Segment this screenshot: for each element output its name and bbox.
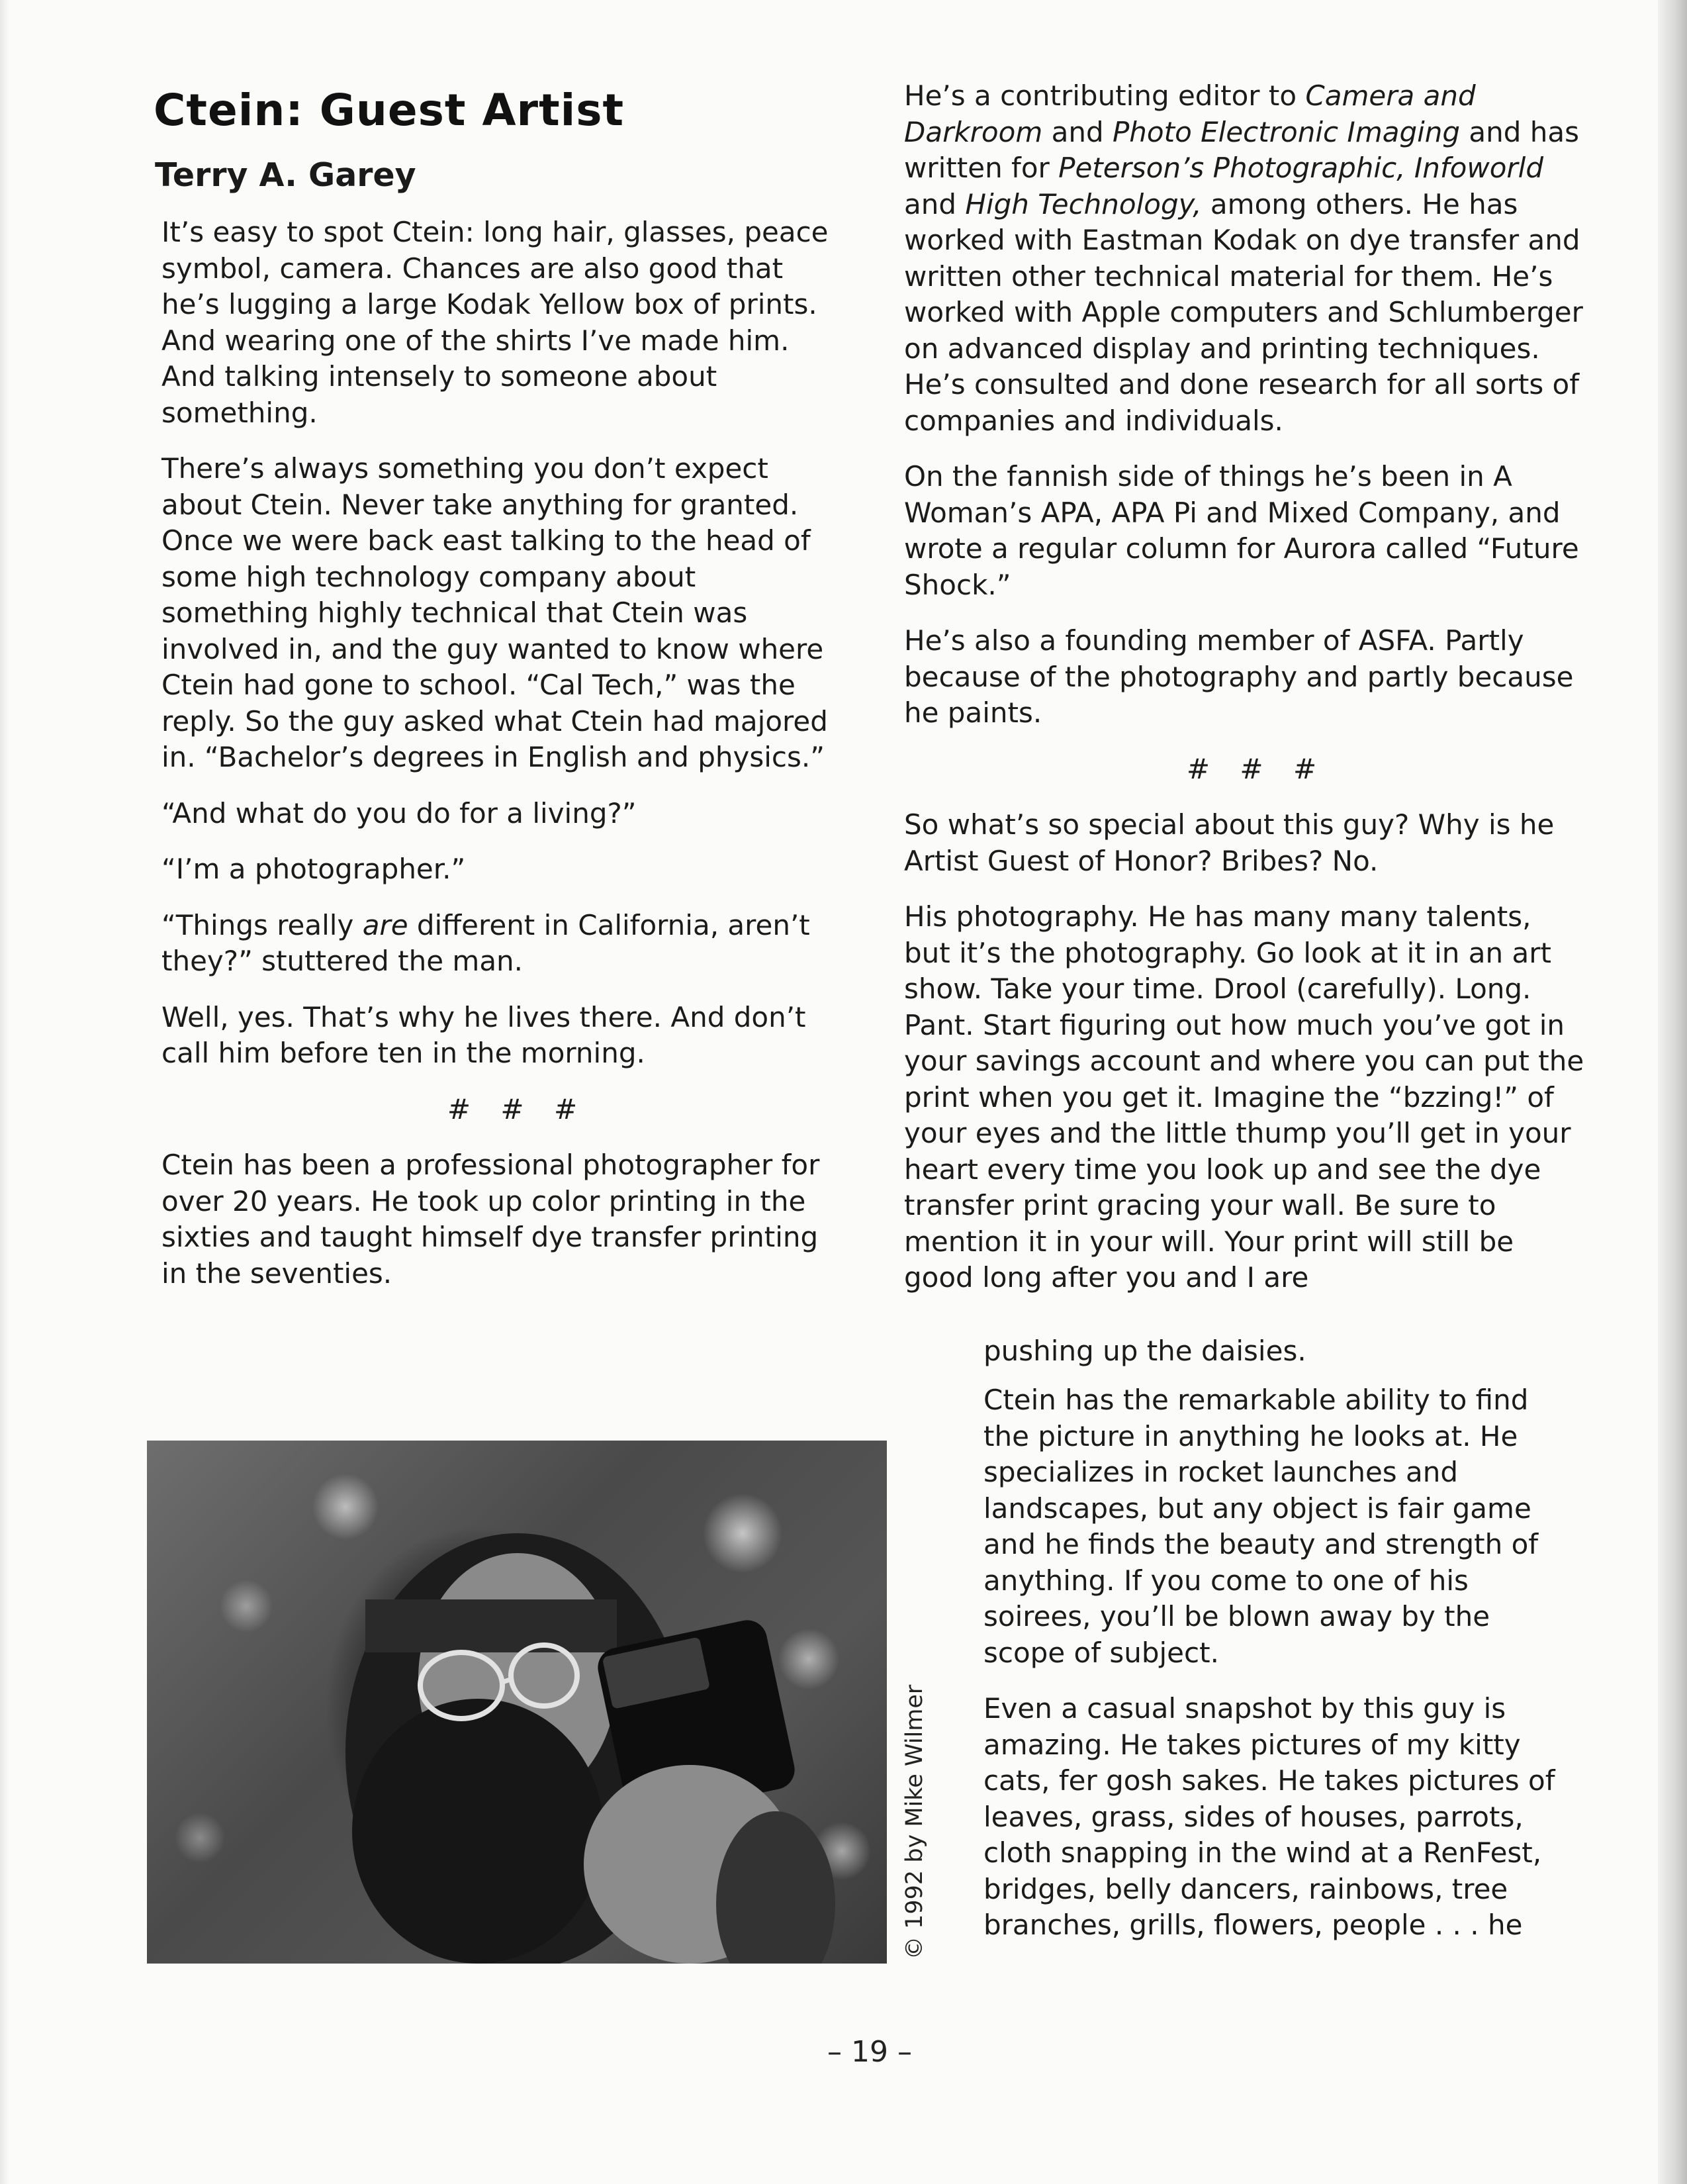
paragraph: Ctein has been a professional photographer for over 20 years. He took up color printing in the sixties and taught himself dye transfer printing in the seventies. xyxy=(161,1149,820,1290)
paragraph-continuation xyxy=(983,1333,1579,1370)
portrait-photo xyxy=(147,1441,887,1964)
right-column xyxy=(904,78,1586,1296)
left-column xyxy=(161,214,850,1311)
portrait-illustration xyxy=(147,1441,887,1964)
photo-credit: © 1992 by Mike Wilmer xyxy=(901,1684,928,1960)
page-left-edge xyxy=(0,0,9,2184)
paragraph: “And what do you do for a living?” xyxy=(161,796,637,830)
section-separator: # # # xyxy=(447,1092,588,1125)
paragraph: It’s easy to spot Ctein: long hair, glasses, peace symbol, camera. Chances are also good that he’s lugging a large Kodak Yellow box of prints. And wearing one of the shirts I’ve made him. And talking intensely to someone about something. xyxy=(161,216,829,429)
paragraph: Ctein has the remarkable ability to find the picture in anything he looks at. He specializes in rocket launches and landscapes, but any object is fair game and he finds the beauty and strength of anything. If you come to one of his soirees, you’ll be blown away by the scope of subject. xyxy=(983,1384,1539,1669)
page-binding-edge xyxy=(1658,0,1687,2184)
paragraph: His photography. He has many many talents, but it’s the photography. Go look at it in an art show. Take your time. Drool (carefully). Long. Pant. Start figuring out how much you’ve got in your savings account and where you can put the print when you get it. Imagine the “bzzing!” of your eyes and the little thump you’ll get in your heart every time you look up and see the dye transfer print gracing your wall. Be sure to mention it in your will. Your print will still be good long after you and I are xyxy=(904,900,1584,1294)
article-author: Terry A. Garey xyxy=(155,156,416,194)
paragraph: He’s also a founding member of ASFA. Partly because of the photography and partly because he paints. xyxy=(904,624,1574,729)
paragraph: On the fannish side of things he’s been in A Woman’s APA, APA Pi and Mixed Company, and wrote a regular column for Aurora called “Future Shock.” xyxy=(904,460,1579,601)
article-title: Ctein: Guest Artist xyxy=(154,85,625,136)
paragraph: Even a casual snapshot by this guy is amazing. He takes pictures of my kitty cats, fer gosh sakes. He takes pictures of leaves, grass, sides of houses, parrots, cloth snapping in the wind at a RenFest, bridges, belly dancers, rainbows, tree branches, grills, flowers, people . . . he xyxy=(983,1692,1555,1941)
right-column-indented xyxy=(983,1382,1579,1964)
paragraph: He’s a contributing editor to Camera and Darkroom and Photo Electronic Imaging and has written for Peterson’s Photographic, Infoworld and High Technology, among others. He has worked with Eastman Kodak on dye transfer and written other technical material for them. He’s worked with Apple computers and Schlumberger on advanced display and printing techniques. He’s consulted and done research for all sorts of companies and individuals. xyxy=(904,79,1583,437)
brow-shape xyxy=(365,1599,617,1652)
beard-shape xyxy=(352,1699,604,1964)
page-number: – 19 – xyxy=(827,2035,912,2069)
paragraph: “I’m a photographer.” xyxy=(161,853,466,885)
paragraph: So what’s so special about this guy? Why is he Artist Guest of Honor? Bribes? No. xyxy=(904,808,1555,877)
section-separator: # # # xyxy=(1186,752,1328,785)
paragraph: “Things really are different in California, aren’t they?” stuttered the man. xyxy=(161,908,810,977)
glasses-bridge xyxy=(502,1679,512,1682)
paragraph: Well, yes. That’s why he lives there. And don’t call him before ten in the morning. xyxy=(161,1000,806,1069)
paragraph-tail: pushing up the daisies. xyxy=(983,1335,1306,1367)
paragraph: There’s always something you don’t expect about Ctein. Never take anything for granted. Once we were back east talking to the head of some high technology company about something highly technical that Ctein was involved in, and the guy wanted to know where Ctein had gone to school. “Cal Tech,” was the reply. So the guy asked what Ctein had majored in. “Bachelor’s degrees in English and physics.” xyxy=(161,452,828,773)
